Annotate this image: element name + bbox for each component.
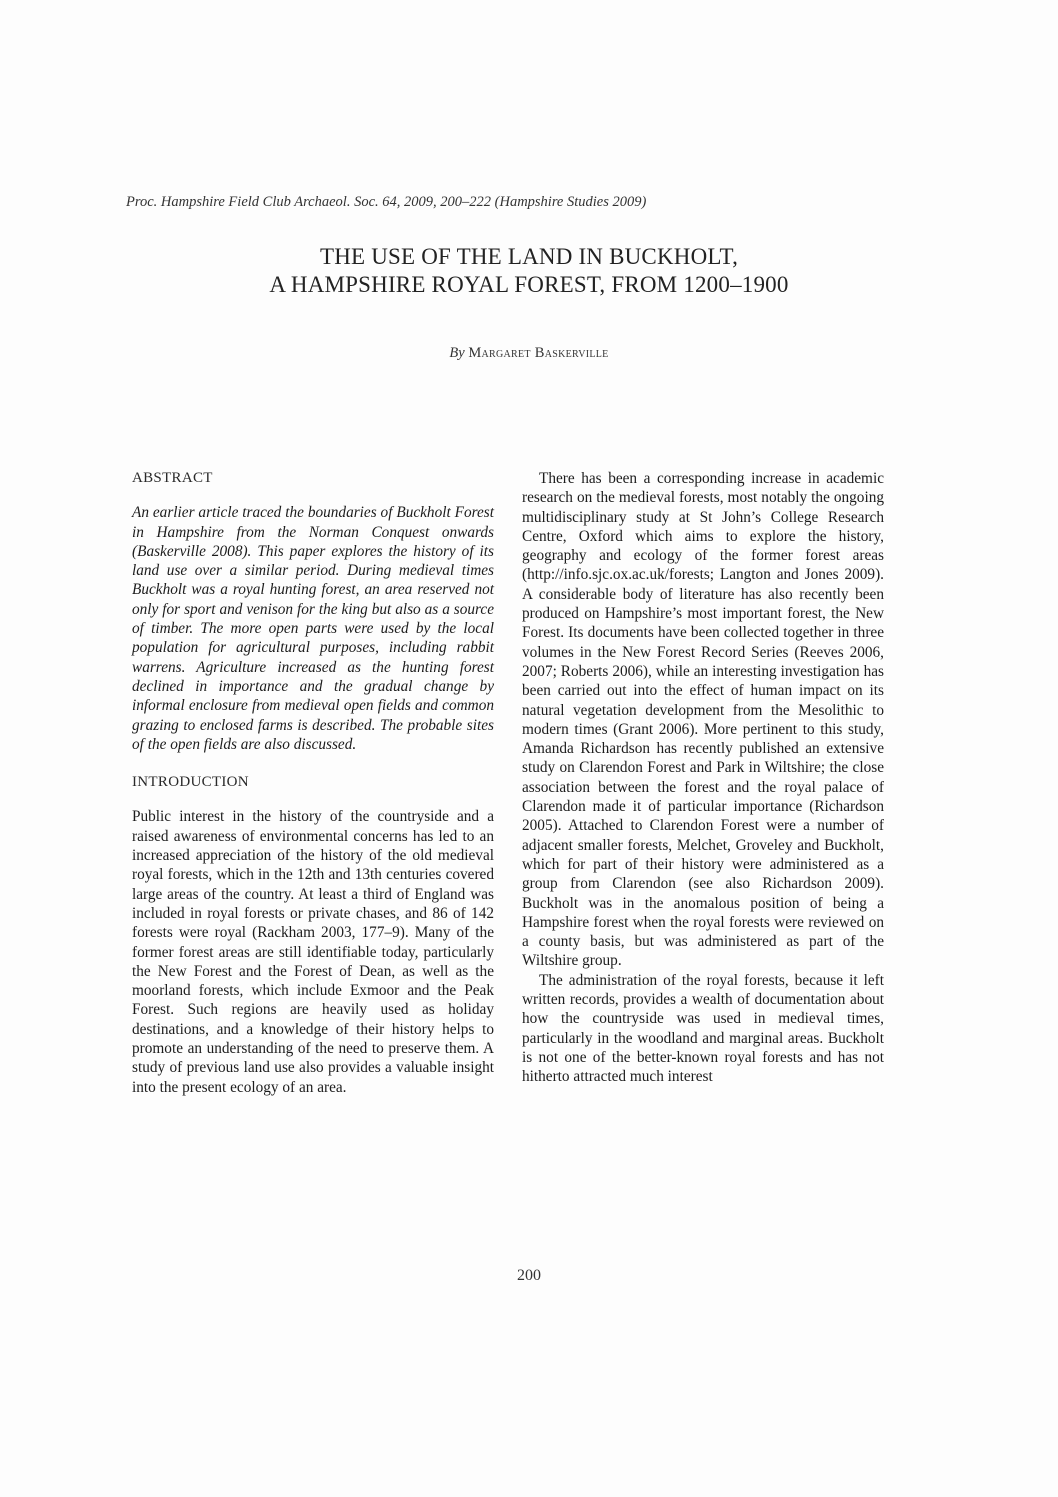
- body-paragraph-1: There has been a corresponding increase in academic research on the medieval forests, most notably the ongoing multidisciplinary study at St John’s College Research Centre, Oxford which aims to explore the history, geography and ecology of the former forest areas (http://info.sjc.ox.ac.uk/forests; Langton and Jones 2009). A considerable body of literature has also recently been produced on Hampshire’s most important forest, the New Forest. Its documents have been collected together in three volumes in the New Forest Record Series (Reeves 2006, 2007; Roberts 2006), while an interesting investigation has been carried out into the effect of human impact on its natural vegetation development from the Mesolithic to modern times (Grant 2006). More pertinent to this study, Amanda Richardson has recently published an extensive study on Clarendon Forest and Park in Wiltshire; the close association between the forest and the royal palace of Clarendon made it of particular importance (Richardson 2005). Attached to Clarendon Forest were a number of adjacent smaller forests, Melchet, Groveley and Buckholt, which for part of their history were administered as a group from Clarendon (see also Richardson 2009). Buckholt was in the anomalous position of being a Hampshire forest when the royal forests were reviewed on a county basis, but was administered as part of the Wiltshire group.: [522, 470, 884, 970]
- introduction-heading: INTRODUCTION: [132, 774, 249, 791]
- author-byline: [0, 345, 1058, 362]
- left-column: [132, 469, 494, 1097]
- introduction-paragraph-1: Public interest in the history of the countryside and a raised awareness of environmental concerns has led to an increased appreciation of the history of the old medieval royal forests, which in the 12th and 13th centuries covered large areas of the country. At least a third of England was included in royal forests or private chases, and 86 of 142 forests were royal (Rackham 2003, 177–9). Many of the former forest areas are still identifiable today, particularly the New Forest and the Forest of Dean, as well as the moorland forests, which include Exmoor and the Peak Forest. Such regions are heavily used as holiday destinations, and a knowledge of their history helps to promote an understanding of the need to preserve them. A study of previous land use also provides a valuable insight into the present ecology of an area.: [132, 808, 494, 1096]
- title-line-1: THE USE OF THE LAND IN BUCKHOLT,: [319, 244, 739, 269]
- author-prefix: By: [449, 345, 465, 361]
- abstract-heading: ABSTRACT: [132, 470, 213, 486]
- article-title: [0, 243, 1058, 299]
- section-spacer: [132, 754, 494, 773]
- author-name: Margaret Baskerville: [468, 345, 609, 361]
- title-line-2: A HAMPSHIRE ROYAL FOREST, FROM 1200–1900: [269, 272, 789, 297]
- journal-citation: Proc. Hampshire Field Club Archaeol. Soc. 64, 2009, 200–222 (Hampshire Studies 2009): [126, 194, 647, 210]
- body-paragraph-2: The administration of the royal forests, because it left written records, provides a wealth of documentation about how the countryside was used in medieval times, particularly in the woodland and marginal areas. Buckholt is not one of the better-known royal forests and has not hitherto attracted much interest: [522, 971, 884, 1086]
- right-column: [522, 469, 884, 1087]
- page-number: 200: [517, 1267, 541, 1284]
- abstract-text: An earlier article traced the boundaries of Buckholt Forest in Hampshire from the Norman Conquest onwards (Baskerville 2008). This paper explores the history of its land use over a similar period. During medieval times Buckholt was a royal hunting forest, an area reserved not only for sport and venison for the king but also as a source of timber. The more open parts were used by the local population for agricultural purposes, including rabbit warrens. Agriculture increased as the hunting forest declined in importance and the gradual change by informal enclosure from medieval open fields and common grazing to enclosed farms is described. The probable sites of the open fields are also discussed.: [132, 504, 494, 753]
